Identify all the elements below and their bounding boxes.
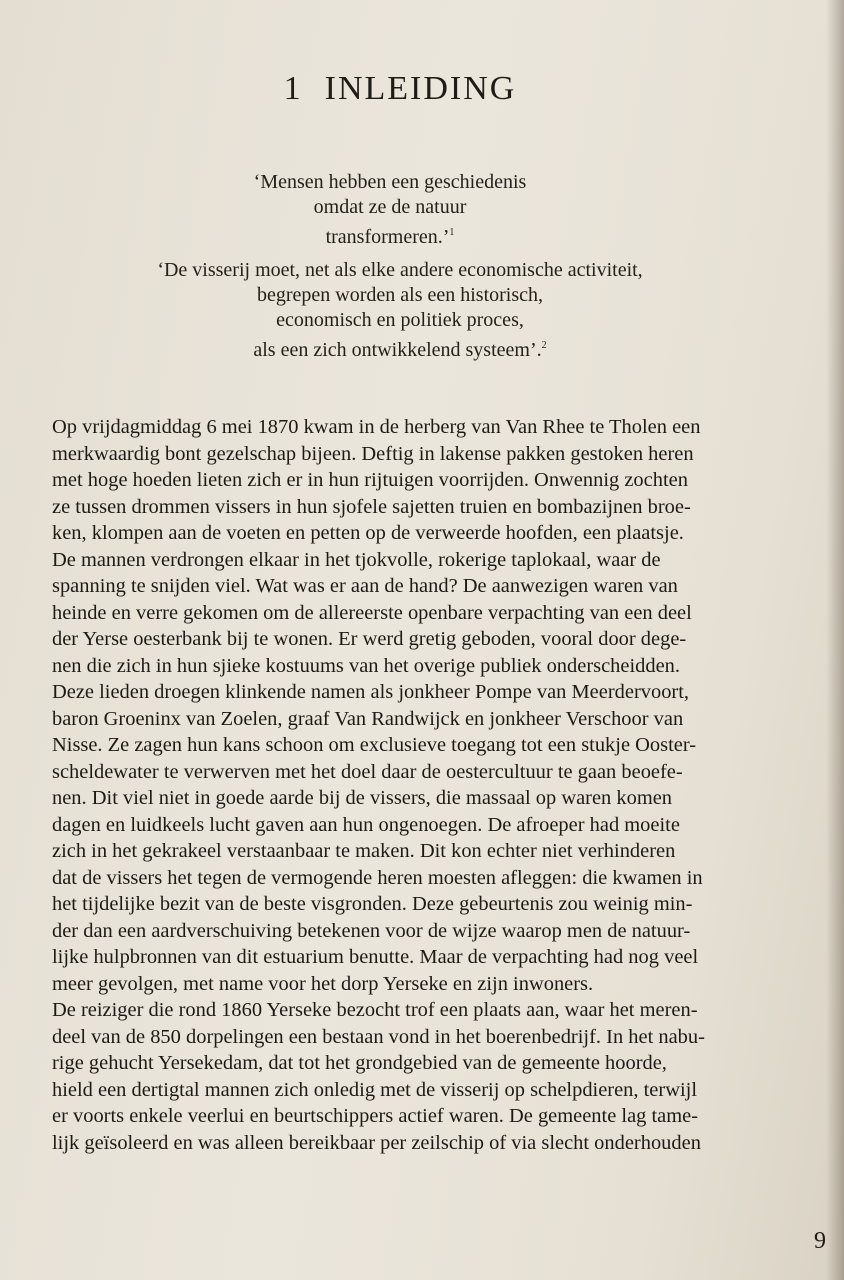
text-line: rige gehucht Yersekedam, dat tot het grondgebied van de gemeente hoorde, — [52, 1052, 667, 1074]
text-line: zich in het gekrakeel verstaanbaar te maken. Dit kon echter niet verhinderen — [52, 840, 676, 862]
text-line: meer gevolgen, met name voor het dorp Yerseke en zijn inwoners. — [52, 972, 594, 995]
page-number: 9 — [814, 1228, 826, 1254]
text-line: deel van de 850 dorpelingen een bestaan vond in het boerenbedrijf. In het nabu- — [52, 1025, 705, 1048]
text-line: met hoge hoeden lieten zich er in hun rijtuigen voorrijden. Onwennig zochten — [52, 469, 688, 491]
text-line: lijk geïsoleerd en was alleen bereikbaar per zeilschip of via slecht onderhouden — [52, 1131, 701, 1154]
text-line: der dan een aardverschuiving betekenen voor de wijze waarop men de natuur- — [52, 919, 691, 942]
epigraph-line: transformeren.’$^1$ — [325, 226, 455, 248]
text-line: spanning te snijden viel. Wat was er aan de hand? De aanwezigen waren van — [52, 575, 678, 597]
epigraph-line: als een zich ontwikkelend systeem’.$^2$ — [253, 339, 547, 361]
epigraph-line: ‘De visserij moet, net als elke andere economische activiteit, — [157, 259, 643, 281]
epigraph-line: omdat ze de natuur — [313, 196, 467, 218]
epigraph-line: economisch en politiek proces, — [276, 309, 524, 331]
text-line: ken, klompen aan de voeten en petten op de verweerde hoofden, een plaatsje. — [52, 522, 684, 544]
text-line: De reiziger die rond 1860 Yerseke bezocht trof een plaats aan, waar het meren- — [52, 999, 698, 1021]
chapter-title: INLEIDING — [324, 70, 517, 107]
text-line: baron Groeninx van Zoelen, graaf Van Randwijck en jonkheer Verschoor van — [52, 707, 684, 730]
text-line: nen die zich in hun sjieke kostuums van het overige publiek onderscheidden. — [52, 654, 681, 677]
text-line: dagen en luidkeels lucht gaven aan hun ongenoegen. De afroeper had moeite — [52, 813, 680, 836]
text-line: het tijdelijke bezit van de beste visgronden. Deze gebeurtenis zou weinig min- — [52, 893, 693, 915]
text-line: dat de vissers het tegen de vermogende heren moesten afleggen: die kwamen in — [52, 866, 703, 889]
epigraph-2 — [0, 258, 800, 363]
epigraph-line: begrepen worden als een historisch, — [256, 284, 543, 306]
text-line: Deze lieden droegen klinkende namen als jonkheer Pompe van Meerdervoort, — [52, 681, 690, 703]
epigraph-1 — [0, 170, 790, 250]
body-text — [52, 414, 824, 1156]
text-line: Nisse. Ze zagen hun kans schoon om exclusieve toegang tot een stukje Ooster- — [52, 734, 697, 756]
text-line: heinde en verre gekomen om de allereerste openbare verpachting van een deel — [52, 601, 692, 624]
text-line: merkwaardig bont gezelschap bijeen. Deftig in lakense pakken gestoken heren — [52, 442, 694, 465]
footnote-marker: 2 — [541, 340, 547, 351]
text-line: nen. Dit viel niet in goede aarde bij de vissers, die massaal op waren komen — [52, 787, 673, 809]
text-line: De mannen verdrongen elkaar in het tjokvolle, rokerige taplokaal, waar de — [52, 548, 661, 571]
chapter-heading — [0, 70, 800, 108]
chapter-number: 1 — [283, 70, 303, 107]
text-line: scheldewater te verwerven met het doel daar de oestercultuur te gaan beoefe- — [52, 760, 683, 783]
text-line: Op vrijdagmiddag 6 mei 1870 kwam in de herberg van Van Rhee te Tholen een — [52, 416, 701, 438]
footnote-marker: 1 — [449, 227, 455, 238]
epigraph-line: ‘Mensen hebben een geschiedenis — [253, 171, 527, 193]
text-line: hield een dertigtal mannen zich onledig met de visserij op schelpdieren, terwijl — [52, 1078, 698, 1101]
text-line: er voorts enkele veerlui en beurtschippers actief waren. De gemeente lag tame- — [52, 1105, 699, 1127]
page-edge-shadow — [826, 0, 844, 1280]
text-line: lijke hulpbronnen van dit estuarium benutte. Maar de verpachting had nog veel — [52, 946, 699, 968]
text-line: der Yerse oesterbank bij te wonen. Er werd gretig geboden, vooral door dege- — [52, 628, 687, 650]
text-line: ze tussen drommen vissers in hun sjofele sajetten truien en bombazijnen broe- — [52, 495, 691, 518]
